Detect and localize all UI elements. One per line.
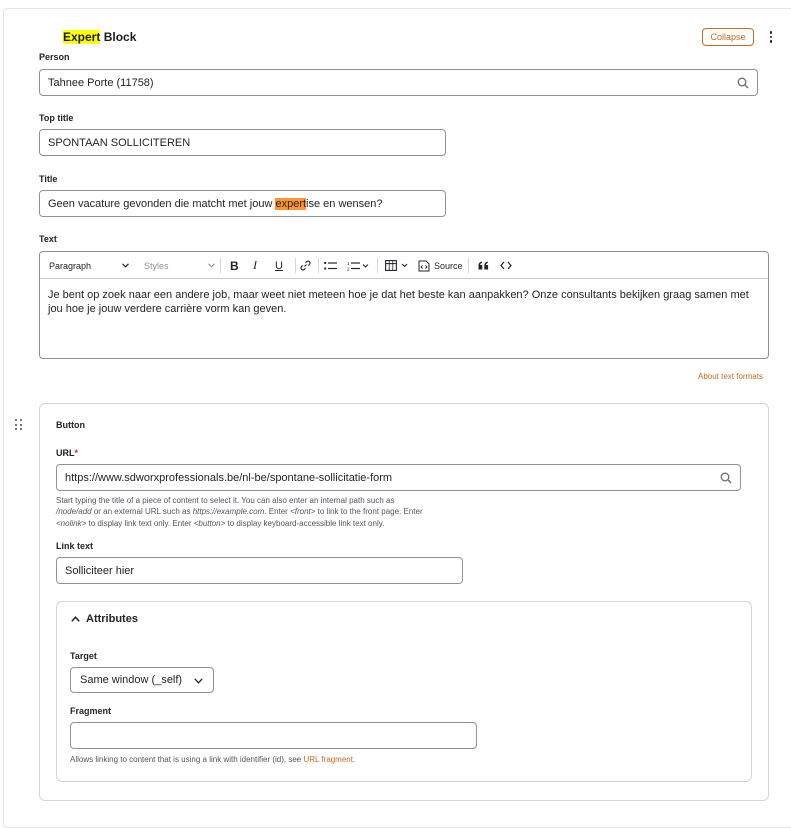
title-label: Title [39,174,58,184]
toolbar-divider [220,258,221,273]
url-value: https://www.sdworxprofessionals.be/nl-be/spontane-sollicitatie-form [65,471,393,484]
more-actions-icon[interactable] [766,29,776,45]
underline-button[interactable]: U [275,259,283,272]
target-label: Target [70,651,97,661]
chevron-down-icon [194,678,203,684]
link-text-value: Solliciteer hier [65,564,135,577]
url-desc-example: https://example.com [192,507,265,517]
top-title-field[interactable] [39,129,446,156]
styles-dropdown[interactable] [144,252,218,279]
url-desc-line-1: Start typing the title of a piece of content to select it. You can also enter an internal path such as [56,496,395,505]
url-desc-button: <button> [193,518,226,528]
search-icon [720,472,732,484]
svg-text:2: 2 [347,266,350,271]
toolbar-divider [295,258,296,273]
block-title-highlight: Expert [63,30,101,44]
title-value-after: ise en wensen? [306,197,383,210]
url-desc-nolink: <nolink> [56,518,87,528]
title-field[interactable] [39,190,446,217]
url-desc-text: . Enter [264,507,291,517]
fragment-label: Fragment [70,706,112,716]
table-icon[interactable] [385,252,409,279]
url-label [56,448,78,458]
url-desc-line-3 [56,518,576,529]
source-icon [418,260,431,272]
top-title-value: SPONTAAN SOLLICITEREN [48,136,191,149]
bold-button[interactable]: B [230,258,239,273]
svg-text:1: 1 [347,260,350,266]
link-icon[interactable] [300,252,311,279]
url-field[interactable] [56,464,741,491]
collapse-button[interactable]: Collapse [702,28,754,46]
block-title-rest: Block [100,30,137,44]
required-mark: * [74,448,79,458]
url-desc-text: to display keyboard-accessible link text only. [225,518,385,528]
url-fragment-link[interactable]: URL fragment [303,755,353,764]
paragraph-dropdown[interactable] [49,252,131,279]
blockquote-icon[interactable] [478,252,489,279]
source-label: Source [434,260,463,271]
attributes-title: Attributes [86,613,138,625]
toolbar-divider [468,258,469,273]
target-value: Same window (_self) [80,674,183,686]
url-description [56,495,576,529]
fragment-field[interactable] [70,722,477,749]
fragment-desc-text: Allows linking to content that is using a link with identifier (id), see [70,755,304,764]
title-value [48,198,383,210]
editor-content[interactable]: Je bent op zoek naar een andere job, maar weet niet meteen hoe je dat het beste kan aanpakken? Onze consultants bekijken graag samen met jou hoe je jouw verdere carrière vorm kan geven. [48,289,749,315]
url-desc-text: to display link text only. Enter [86,518,194,528]
italic-button[interactable]: I [253,258,257,272]
title-value-before: Geen vacature gevonden die matcht met jouw [48,197,276,210]
person-field[interactable] [39,69,758,96]
bulleted-list-icon[interactable] [324,252,337,279]
chevron-down-icon [122,263,129,268]
chevron-up-icon [71,616,80,622]
toolbar-divider [318,258,319,273]
url-desc-node-add: /node/add [56,507,92,517]
toolbar-divider [377,258,378,273]
about-text-formats-link[interactable]: About text formats [698,372,763,381]
rich-text-editor[interactable] [39,251,769,359]
attributes-toggle[interactable] [71,613,138,625]
url-desc-text: to link to the front page. Enter [315,507,423,517]
block-title [63,30,136,44]
person-value: Tahnee Porte (11758) [48,76,154,89]
person-label: Person [39,52,70,62]
paragraph-label: Paragraph [49,260,92,271]
editor-toolbar [40,252,768,279]
url-desc-line-2 [56,506,576,517]
source-button[interactable] [418,252,463,279]
text-label: Text [39,234,57,244]
numbered-list-icon[interactable] [347,252,369,279]
styles-label: Styles [144,260,169,271]
target-select[interactable] [70,667,214,693]
top-title-label: Top title [39,113,74,123]
link-text-field[interactable] [56,557,463,584]
chevron-down-icon [208,263,215,268]
title-value-highlight: expert [275,197,307,210]
url-label-text: URL [56,448,75,458]
button-section-title: Button [56,420,85,430]
search-icon [737,77,749,89]
url-desc-front: <front> [290,507,316,517]
code-block-icon[interactable] [500,252,512,279]
url-desc-text: or an external URL such as [91,507,193,517]
fragment-desc-end: . [352,755,356,764]
link-text-label: Link text [56,541,94,551]
fragment-description [70,754,355,765]
drag-handle-icon[interactable] [15,419,23,431]
